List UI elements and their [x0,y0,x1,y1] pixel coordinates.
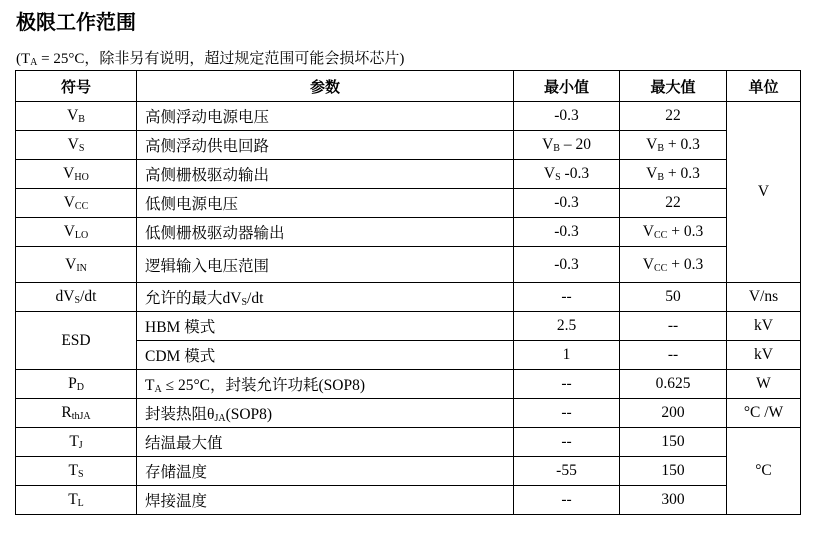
text: 高侧浮动电源电压 [145,109,270,126]
unit-cell [727,312,801,341]
symbol-cell [16,312,137,370]
max-cell [620,457,727,486]
text: V [63,165,75,182]
parameter-cell [137,247,514,283]
table-row [16,102,801,131]
max-cell [620,341,727,370]
text: ≤ 25°C，封装允许功耗(SOP8) [161,377,366,394]
subscript: B [657,172,664,183]
subscript: B [78,114,85,125]
symbol-cell [16,428,137,457]
table-row [16,247,801,283]
subscript: S [74,295,81,306]
text: 低侧栅极驱动器输出 [145,225,285,242]
subscript: B [657,143,664,154]
header-symbol: 符号 [16,71,137,102]
table-header-row [16,71,801,102]
text: V [646,136,658,153]
table-row [16,457,801,486]
parameter-cell [137,399,514,428]
parameter-cell [137,428,514,457]
subscript: S [241,297,248,308]
max-cell [620,486,727,515]
text: V [67,107,79,124]
min-cell [514,312,620,341]
text: V/ns [748,288,779,305]
text: 22 [665,107,681,124]
text: V [757,183,770,200]
parameter-cell [137,312,514,341]
min-cell [514,283,620,312]
text: -- [561,375,572,392]
text: V [542,136,554,153]
subscript: L [77,498,84,509]
table-row [16,428,801,457]
parameter-cell [137,131,514,160]
text: V [65,255,77,273]
subscript: CC [653,230,668,241]
max-cell [620,218,727,247]
min-cell [514,457,620,486]
text: 高侧浮动供电回路 [145,138,270,155]
parameter-cell [137,370,514,399]
text: V [63,194,75,211]
max-cell [620,189,727,218]
text: 1 [562,346,571,363]
text: T [69,433,79,450]
text: 高侧栅极驱动输出 [145,167,270,184]
max-cell [620,283,727,312]
text: 存储温度 [145,464,208,481]
text: 200 [661,404,685,421]
text: 300 [661,491,685,508]
text: V [67,136,79,153]
parameter-cell [137,160,514,189]
text: V [642,255,654,273]
parameter-cell [137,486,514,515]
text: + 0.3 [667,223,704,240]
text: 150 [661,433,685,450]
table-row [16,283,801,312]
text: + 0.3 [667,255,704,273]
text: -0.3 [560,165,590,182]
table-row [16,189,801,218]
unit-cell [727,428,801,515]
parameter-cell [137,341,514,370]
subscript: D [76,382,84,393]
subscript: CC [653,262,668,274]
text: V [646,165,658,182]
max-cell [620,428,727,457]
table-row [16,160,801,189]
text: + 0.3 [664,165,700,182]
text: (T [16,51,31,67]
text: -0.3 [554,194,579,211]
max-cell [620,131,727,160]
text: dV [55,288,75,305]
text: HBM 模式 [145,319,216,336]
text: CDM 模式 [145,348,216,365]
subscript: CC [74,201,89,212]
text: -- [561,404,572,421]
max-cell [620,312,727,341]
symbol-cell [16,399,137,428]
unit-cell [727,341,801,370]
symbol-cell [16,486,137,515]
subscript: LO [74,230,89,241]
subscript: S [78,143,85,154]
text: + 0.3 [664,136,700,153]
subscript: IN [76,262,87,274]
text: T [145,377,155,394]
min-cell [514,247,620,283]
table-row [16,312,801,341]
subscript: A [154,384,162,395]
text: ESD [61,331,91,349]
min-cell [514,131,620,160]
text: R [61,404,72,421]
text: 焊接温度 [145,493,208,510]
text: kV [754,346,773,363]
text: 封装热阻θ [145,406,215,423]
text: 逻辑输入电压范围 [145,257,270,275]
text: 150 [661,462,685,479]
parameter-cell [137,218,514,247]
subscript: S [77,469,84,480]
symbol-cell [16,102,137,131]
parameter-cell [137,189,514,218]
header-unit: 单位 [727,71,801,102]
text: 允许的最大dV [145,290,242,307]
symbol-cell [16,457,137,486]
unit-cell [727,102,801,283]
text: °C /W [743,404,784,421]
text: 22 [665,194,681,211]
min-cell [514,102,620,131]
text: /dt [247,290,264,307]
text: 2.5 [556,317,577,334]
min-cell [514,370,620,399]
symbol-cell [16,218,137,247]
text: 50 [665,288,681,305]
text: -0.3 [554,107,579,124]
text: /dt [80,288,97,305]
text: W [756,375,771,392]
text: -- [561,288,572,305]
text: P [68,375,77,392]
text: -55 [556,462,577,479]
max-cell [620,399,727,428]
text: -0.3 [554,223,579,240]
max-cell [620,160,727,189]
unit-cell [727,283,801,312]
absolute-maximum-ratings-table [15,70,801,515]
subscript: HO [74,172,89,183]
text: = 25°C，除非另有说明，超过规定范围可能会损坏芯片) [37,51,405,67]
text: -- [561,433,572,450]
parameter-cell [137,457,514,486]
text: 0.625 [655,375,691,392]
symbol-cell [16,370,137,399]
header-min: 最小值 [514,71,620,102]
table-row [16,486,801,515]
symbol-cell [16,160,137,189]
max-cell [620,370,727,399]
symbol-cell [16,131,137,160]
min-cell [514,341,620,370]
text: kV [754,317,773,334]
table-row [16,370,801,399]
min-cell [514,428,620,457]
subscript: S [555,172,561,183]
table-row [16,218,801,247]
unit-cell [727,370,801,399]
max-cell [620,102,727,131]
conditions-note [16,47,404,68]
subscript: J [78,440,83,451]
symbol-cell [16,189,137,218]
min-cell [514,399,620,428]
header-parameter: 参数 [137,71,514,102]
min-cell [514,218,620,247]
text: V [642,223,654,240]
min-cell [514,486,620,515]
table-row [16,131,801,160]
table-row [16,399,801,428]
text: – 20 [559,136,591,153]
subscript: A [30,57,38,68]
text: °C [755,462,772,479]
text: -0.3 [554,255,579,273]
text: -- [667,317,679,334]
text: V [63,223,75,240]
text: 结温最大值 [145,435,223,452]
header-max: 最大值 [620,71,727,102]
parameter-cell [137,283,514,312]
symbol-cell [16,247,137,283]
subscript: thJA [71,411,91,422]
text: T [68,462,78,479]
section-title: 极限工作范围 [16,10,136,34]
parameter-cell [137,102,514,131]
symbol-cell [16,283,137,312]
unit-cell [727,399,801,428]
text: V [543,165,556,182]
min-cell [514,189,620,218]
subscript: JA [214,413,226,424]
subscript: B [553,143,560,154]
text: -- [561,491,572,508]
text: 低侧电源电压 [145,196,239,213]
text: (SOP8) [225,406,273,423]
min-cell [514,160,620,189]
text: -- [667,346,679,363]
max-cell [620,247,727,283]
text: T [68,491,78,508]
